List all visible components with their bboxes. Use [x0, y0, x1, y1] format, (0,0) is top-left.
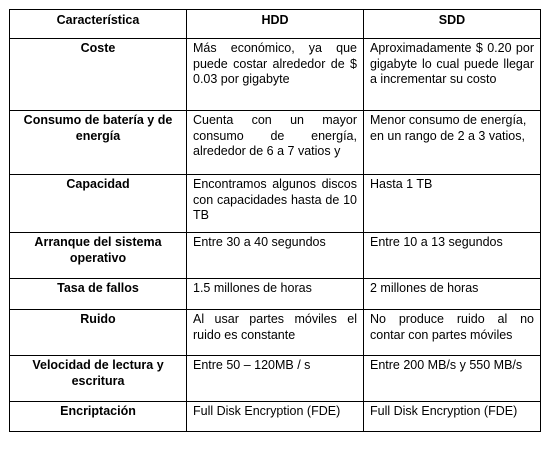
hdd-vs-ssd-comparison-table [9, 9, 541, 432]
hdd-cell: Encontramos algunos discos con capacidades hasta de 10 TB [187, 175, 364, 233]
table-row [10, 356, 541, 402]
sdd-cell: Full Disk Encryption (FDE) [364, 402, 541, 432]
row-label: Capacidad [10, 175, 187, 233]
table-row [10, 402, 541, 432]
table-row [10, 39, 541, 111]
hdd-cell: Entre 50 – 120MB / s [187, 356, 364, 402]
header-characteristic: Característica [10, 10, 187, 39]
sdd-cell: Aproximadamente $ 0.20 por gigabyte lo cual puede llegar a incrementar su costo [364, 39, 541, 111]
sdd-cell: Hasta 1 TB [364, 175, 541, 233]
sdd-cell: 2 millones de horas [364, 279, 541, 310]
sdd-cell: No produce ruido al no contar con partes móviles [364, 310, 541, 356]
hdd-cell: Al usar partes móviles el ruido es constante [187, 310, 364, 356]
table-row [10, 233, 541, 279]
header-hdd: HDD [187, 10, 364, 39]
hdd-cell: Más económico, ya que puede costar alrededor de $ 0.03 por gigabyte [187, 39, 364, 111]
table-row [10, 111, 541, 175]
table-row [10, 175, 541, 233]
row-label: Ruido [10, 310, 187, 356]
row-label: Encriptación [10, 402, 187, 432]
table-row [10, 279, 541, 310]
row-label: Coste [10, 39, 187, 111]
hdd-cell: Cuenta con un mayor consumo de energía, alrededor de 6 a 7 vatios y [187, 111, 364, 175]
row-label: Arranque del sistema operativo [10, 233, 187, 279]
hdd-cell: Full Disk Encryption (FDE) [187, 402, 364, 432]
row-label: Tasa de fallos [10, 279, 187, 310]
row-label: Consumo de batería y de energía [10, 111, 187, 175]
sdd-cell: Entre 200 MB/s y 550 MB/s [364, 356, 541, 402]
table-row [10, 310, 541, 356]
header-sdd: SDD [364, 10, 541, 39]
row-label: Velocidad de lectura y escritura [10, 356, 187, 402]
sdd-cell: Entre 10 a 13 segundos [364, 233, 541, 279]
hdd-cell: 1.5 millones de horas [187, 279, 364, 310]
table-header-row [10, 10, 541, 39]
sdd-cell: Menor consumo de energía, en un rango de 2 a 3 vatios, [364, 111, 541, 175]
hdd-cell: Entre 30 a 40 segundos [187, 233, 364, 279]
